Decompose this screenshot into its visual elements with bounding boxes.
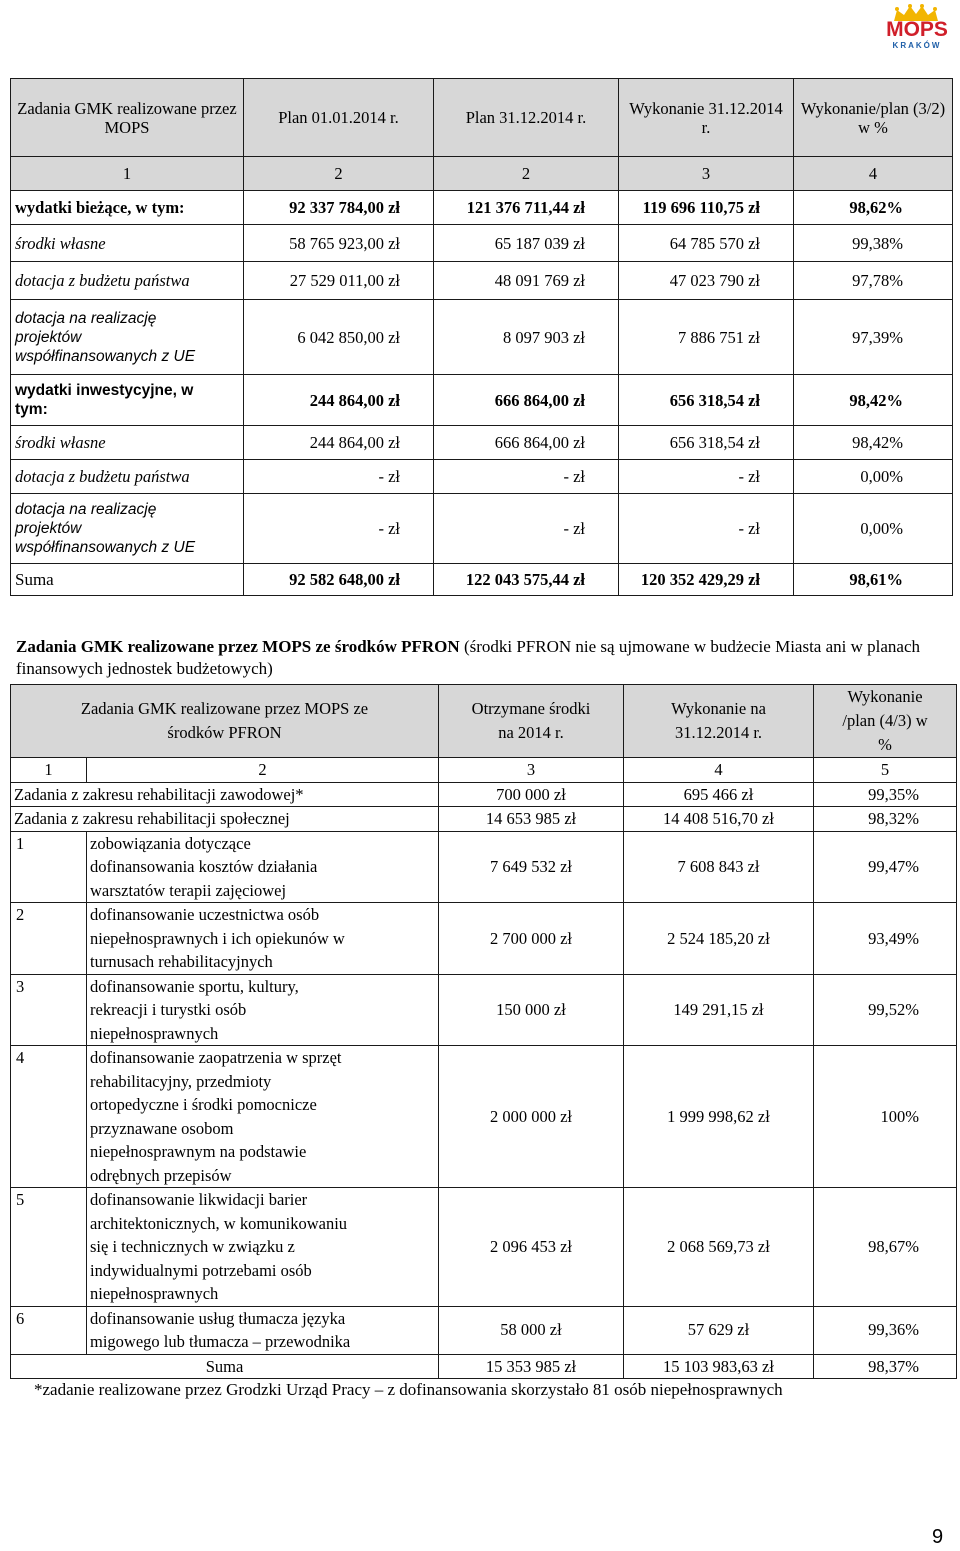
- execution-value: - zł: [619, 460, 794, 494]
- plan-end-value: 65 187 039 zł: [434, 225, 619, 262]
- item-description: [87, 831, 439, 903]
- execution-value: 149 291,15 zł: [624, 974, 814, 1046]
- header-tasks: Zadania GMK realizowane przez MOPS: [11, 79, 244, 157]
- table-header-row: [11, 79, 953, 157]
- ratio-value: 98,67%: [814, 1188, 957, 1307]
- plan-start-value: - zł: [244, 494, 434, 564]
- col-number: 4: [624, 758, 814, 783]
- table-row: [11, 782, 957, 807]
- header-line: środków PFRON: [167, 723, 282, 742]
- col-number: 2: [87, 758, 439, 783]
- row-label-line: projektów: [15, 520, 82, 537]
- execution-value: 120 352 429,29 zł: [619, 564, 794, 596]
- table-row: [11, 831, 957, 903]
- item-line: warsztatów terapii zajęciowej: [90, 880, 287, 900]
- item-number: 5: [11, 1188, 87, 1307]
- pfron-table: [10, 684, 957, 1379]
- footnote: *zadanie realizowane przez Grodzki Urząd Pracy – z dofinansowania skorzystało 81 osób niepełnosprawnych: [34, 1380, 783, 1399]
- header-execution: [624, 685, 814, 758]
- execution-value: - zł: [619, 494, 794, 564]
- ratio-value: 99,47%: [814, 831, 957, 903]
- ratio-value: 98,42%: [794, 426, 953, 460]
- item-line: się i technicznych w związku z: [90, 1237, 295, 1256]
- header-line: 31.12.2014 r.: [674, 723, 763, 742]
- table-row: [11, 1306, 957, 1354]
- row-label: [11, 300, 244, 375]
- plan-end-value: - zł: [434, 460, 619, 494]
- plan-start-value: 92 337 784,00 zł: [244, 191, 434, 225]
- item-line: niepełnosprawnych: [90, 1023, 219, 1043]
- header-execution: Wykonanie 31.12.2014 r.: [619, 79, 794, 157]
- col-number: 4: [794, 157, 953, 191]
- plan-start-value: - zł: [244, 460, 434, 494]
- ratio-value: 98,42%: [794, 375, 953, 426]
- execution-value: 15 103 983,63 zł: [624, 1354, 814, 1379]
- item-line: architektonicznych, w komunikowaniu: [90, 1213, 348, 1233]
- received-value: 700 000 zł: [439, 782, 624, 807]
- column-number-row: [11, 157, 953, 191]
- item-description: [87, 974, 439, 1046]
- item-description: [87, 903, 439, 975]
- row-label-line: projektów: [15, 328, 82, 346]
- ratio-value: 99,52%: [814, 974, 957, 1046]
- item-line: dofinansowanie uczestnictwa osób: [90, 905, 320, 924]
- table-row: [11, 225, 953, 262]
- item-line: dofinansowanie usług tłumacza języka: [90, 1308, 346, 1328]
- group-label: Zadania z zakresu rehabilitacji społecznej: [11, 807, 439, 832]
- received-value: 150 000 zł: [439, 974, 624, 1046]
- plan-end-value: 666 864,00 zł: [434, 375, 619, 426]
- plan-start-value: 6 042 850,00 zł: [244, 300, 434, 375]
- table-row: [11, 903, 957, 975]
- column-number-row: [11, 758, 957, 783]
- table-row: [11, 262, 953, 300]
- header-received: [439, 685, 624, 758]
- ratio-value: 100%: [814, 1046, 957, 1188]
- ratio-value: 0,00%: [794, 460, 953, 494]
- ratio-value: 99,38%: [794, 225, 953, 262]
- row-label: [11, 494, 244, 564]
- table-header-row: [11, 685, 957, 758]
- row-label-line: dotacja na realizację: [15, 501, 157, 518]
- header-ratio: [814, 685, 957, 758]
- table-row: [11, 460, 953, 494]
- ratio-value: 98,61%: [794, 564, 953, 596]
- item-line: rehabilitacyjny, przedmioty: [90, 1071, 272, 1091]
- header-line: Zadania GMK realizowane przez MOPS ze: [80, 699, 369, 718]
- item-number: 1: [11, 831, 87, 903]
- item-number: 6: [11, 1306, 87, 1354]
- table-row: [11, 974, 957, 1046]
- row-label: Suma: [11, 564, 244, 596]
- plan-end-value: 666 864,00 zł: [434, 426, 619, 460]
- header-line: /plan (4/3) w: [842, 711, 928, 730]
- execution-value: 656 318,54 zł: [619, 426, 794, 460]
- execution-value: 57 629 zł: [624, 1306, 814, 1354]
- row-label-line: wydatki inwestycyjne, w: [15, 382, 194, 399]
- ratio-value: 98,62%: [794, 191, 953, 225]
- item-line: rekreacji i turystki osób: [90, 1000, 247, 1019]
- received-value: 15 353 985 zł: [439, 1354, 624, 1379]
- item-line: dofinansowanie likwidacji barier: [90, 1190, 308, 1209]
- table-row: [11, 375, 953, 426]
- plan-start-value: 58 765 923,00 zł: [244, 225, 434, 262]
- plan-end-value: 8 097 903 zł: [434, 300, 619, 375]
- row-label-line: współfinansowanych z UE: [15, 347, 196, 365]
- page-number: 9: [932, 1526, 944, 1548]
- execution-value: 119 696 110,75 zł: [619, 191, 794, 225]
- col-number: 3: [439, 758, 624, 783]
- execution-value: 695 466 zł: [624, 782, 814, 807]
- item-line: ortopedyczne i środki pomocnicze: [90, 1095, 317, 1114]
- plan-end-value: 48 091 769 zł: [434, 262, 619, 300]
- mops-budget-table: [10, 78, 953, 596]
- header-plan-end: Plan 31.12.2014 r.: [434, 79, 619, 157]
- col-number: 3: [619, 157, 794, 191]
- item-number: 2: [11, 903, 87, 975]
- table-sum-row: [11, 564, 953, 596]
- execution-value: 656 318,54 zł: [619, 375, 794, 426]
- row-label: środki własne: [11, 426, 244, 460]
- execution-value: 1 999 998,62 zł: [624, 1046, 814, 1188]
- row-label-line: współfinansowanych z UE: [15, 539, 196, 556]
- item-description: [87, 1188, 439, 1307]
- item-line: zobowiązania dotyczące: [90, 833, 251, 853]
- item-line: niepełnosprawnym na podstawie: [90, 1142, 307, 1161]
- header-plan-start: Plan 01.01.2014 r.: [244, 79, 434, 157]
- plan-end-value: 121 376 711,44 zł: [434, 191, 619, 225]
- execution-value: 64 785 570 zł: [619, 225, 794, 262]
- execution-value: 2 524 185,20 zł: [624, 903, 814, 975]
- col-number: 1: [11, 157, 244, 191]
- table-row: [11, 1046, 957, 1188]
- received-value: 2 700 000 zł: [439, 903, 624, 975]
- pfron-heading-rest: (środki PFRON nie są ujmowane w budżecie Miasta ani w planach finansowych jednostek budżetowych): [16, 637, 920, 678]
- col-number: 2: [434, 157, 619, 191]
- sum-label: Suma: [11, 1354, 439, 1379]
- item-description: [87, 1306, 439, 1354]
- execution-value: 2 068 569,73 zł: [624, 1188, 814, 1307]
- table-row: [11, 1188, 957, 1307]
- plan-start-value: 92 582 648,00 zł: [244, 564, 434, 596]
- header-line: Wykonanie: [847, 687, 923, 706]
- row-label: środki własne: [11, 225, 244, 262]
- header-line: Wykonanie na: [671, 699, 766, 718]
- ratio-value: 97,39%: [794, 300, 953, 375]
- table-row: [11, 426, 953, 460]
- received-value: 7 649 532 zł: [439, 831, 624, 903]
- table-row: [11, 494, 953, 564]
- item-line: migowego lub tłumacza – przewodnika: [90, 1332, 351, 1351]
- col-number: 1: [11, 758, 87, 783]
- col-number: 2: [244, 157, 434, 191]
- header-line: Otrzymane środki: [471, 699, 591, 718]
- pfron-heading: [16, 636, 951, 680]
- item-line: odrębnych przepisów: [90, 1165, 232, 1185]
- ratio-value: 99,35%: [814, 782, 957, 807]
- item-line: turnusach rehabilitacyjnych: [90, 952, 273, 971]
- item-number: 4: [11, 1046, 87, 1188]
- row-label: wydatki bieżące, w tym:: [11, 191, 244, 225]
- pfron-heading-bold: Zadania GMK realizowane przez MOPS ze środków PFRON: [16, 637, 460, 656]
- item-line: indywidualnymi potrzebami osób: [90, 1260, 312, 1280]
- header-tasks: [11, 685, 439, 758]
- ratio-value: 0,00%: [794, 494, 953, 564]
- header-ratio: Wykonanie/plan (3/2) w %: [794, 79, 953, 157]
- logo-subtext: KRAKÓW: [892, 41, 942, 50]
- table-sum-row: [11, 1354, 957, 1379]
- ratio-value: 98,37%: [814, 1354, 957, 1379]
- execution-value: 7 886 751 zł: [619, 300, 794, 375]
- item-line: dofinansowanie zaopatrzenia w sprzęt: [90, 1048, 342, 1067]
- header-line: na 2014 r.: [498, 723, 564, 742]
- group-label: Zadania z zakresu rehabilitacji zawodowej*: [11, 782, 439, 807]
- item-line: niepełnosprawnych: [90, 1284, 219, 1303]
- row-label: [11, 375, 244, 426]
- table-row: [11, 807, 957, 832]
- table-row: [11, 191, 953, 225]
- ratio-value: 98,32%: [814, 807, 957, 832]
- item-line: niepełnosprawnych i ich opiekunów w: [90, 928, 345, 948]
- table-row: [11, 300, 953, 375]
- col-number: 5: [814, 758, 957, 783]
- item-number: 3: [11, 974, 87, 1046]
- header-line: %: [878, 735, 892, 754]
- plan-end-value: 122 043 575,44 zł: [434, 564, 619, 596]
- execution-value: 7 608 843 zł: [624, 831, 814, 903]
- plan-end-value: - zł: [434, 494, 619, 564]
- item-line: dofinansowania kosztów działania: [90, 857, 318, 876]
- plan-start-value: 244 864,00 zł: [244, 375, 434, 426]
- ratio-value: 99,36%: [814, 1306, 957, 1354]
- plan-start-value: 27 529 011,00 zł: [244, 262, 434, 300]
- logo-text: MOPS: [886, 18, 948, 41]
- plan-start-value: 244 864,00 zł: [244, 426, 434, 460]
- item-line: przyznawane osobom: [90, 1118, 234, 1138]
- received-value: 14 653 985 zł: [439, 807, 624, 832]
- item-line: dofinansowanie sportu, kultury,: [90, 976, 299, 996]
- row-label: dotacja z budżetu państwa: [11, 460, 244, 494]
- received-value: 2 096 453 zł: [439, 1188, 624, 1307]
- ratio-value: 97,78%: [794, 262, 953, 300]
- execution-value: 14 408 516,70 zł: [624, 807, 814, 832]
- row-label: dotacja z budżetu państwa: [11, 262, 244, 300]
- execution-value: 47 023 790 zł: [619, 262, 794, 300]
- mops-krakow-logo: [886, 4, 948, 52]
- row-label-line: dotacja na realizację: [15, 309, 157, 327]
- received-value: 58 000 zł: [439, 1306, 624, 1354]
- item-description: [87, 1046, 439, 1188]
- received-value: 2 000 000 zł: [439, 1046, 624, 1188]
- row-label-line: tym:: [15, 401, 48, 418]
- ratio-value: 93,49%: [814, 903, 957, 975]
